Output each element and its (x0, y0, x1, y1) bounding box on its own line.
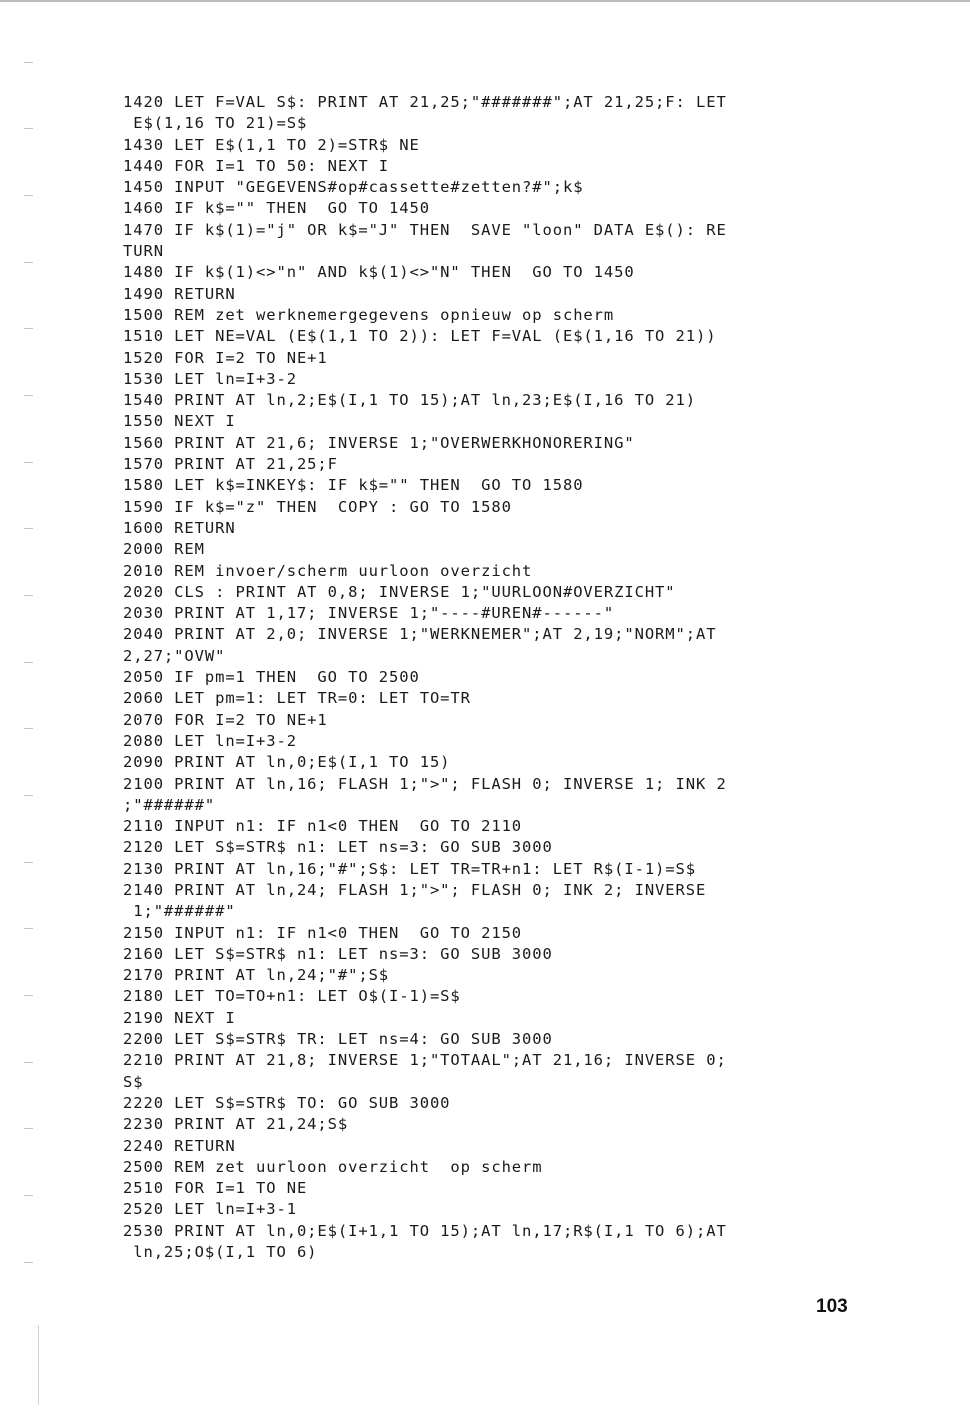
margin-tick (24, 1262, 33, 1263)
code-line: 1430 LET E$(1,1 TO 2)=STR$ NE (123, 135, 420, 154)
code-line: 1490 RETURN (123, 284, 236, 303)
margin-tick (24, 1128, 33, 1129)
code-line: 2120 LET S$=STR$ n1: LET ns=3: GO SUB 3000 (123, 838, 553, 857)
code-line: 1560 PRINT AT 21,6; INVERSE 1;"OVERWERKHONORERING" (123, 433, 635, 452)
code-line: 2010 REM invoer/scherm uurloon overzicht (123, 561, 533, 580)
code-line: 2190 NEXT I (123, 1008, 236, 1027)
code-line: 2240 RETURN (123, 1136, 236, 1155)
code-line: 2150 INPUT n1: IF n1<0 THEN GO TO 2150 (123, 923, 523, 942)
code-line: 2050 IF pm=1 THEN GO TO 2500 (123, 668, 420, 687)
margin-tick (24, 395, 33, 396)
code-line: 1540 PRINT AT ln,2;E$(I,1 TO 15);AT ln,23;E$(I,16 TO 21) (123, 391, 696, 410)
code-line: 2530 PRINT AT ln,0;E$(I+1,1 TO 15);AT ln,17;R$(I,1 TO 6);AT (123, 1221, 727, 1240)
margin-tick (24, 462, 33, 463)
code-line: 2220 LET S$=STR$ TO: GO SUB 3000 (123, 1093, 451, 1112)
code-line: 2060 LET pm=1: LET TR=0: LET TO=TR (123, 689, 471, 708)
margin-tick (24, 662, 33, 663)
page-number: 103 (816, 1296, 848, 1317)
margin-line (38, 1325, 39, 1405)
code-line: 2040 PRINT AT 2,0; INVERSE 1;"WERKNEMER";AT 2,19;"NORM";AT (123, 625, 717, 644)
code-line: 2110 INPUT n1: IF n1<0 THEN GO TO 2110 (123, 817, 523, 836)
binding-margin-ticks (24, 0, 38, 1421)
code-line: 2520 LET ln=I+3-1 (123, 1200, 297, 1219)
margin-tick (24, 62, 33, 63)
code-line: 1480 IF k$(1)<>"n" AND k$(1)<>"N" THEN GO TO 1450 (123, 263, 635, 282)
code-line: 1;"######" (123, 902, 236, 921)
code-line: 2030 PRINT AT 1,17; INVERSE 1;"----#UREN#------" (123, 604, 615, 623)
margin-tick (24, 728, 33, 729)
margin-tick (24, 528, 33, 529)
code-line: 2070 FOR I=2 TO NE+1 (123, 710, 328, 729)
code-line: ln,25;O$(I,1 TO 6) (123, 1243, 318, 1262)
margin-tick (24, 928, 33, 929)
code-line: 2500 REM zet uurloon overzicht op scherm (123, 1157, 543, 1176)
code-line: 2170 PRINT AT ln,24;"#";S$ (123, 966, 390, 985)
code-line: 1470 IF k$(1)="j" OR k$="J" THEN SAVE "loon" DATA E$(): RE (123, 220, 727, 239)
margin-tick (24, 1195, 33, 1196)
code-line: 2510 FOR I=1 TO NE (123, 1179, 308, 1198)
code-line: 1530 LET ln=I+3-2 (123, 369, 297, 388)
code-line: 2210 PRINT AT 21,8; INVERSE 1;"TOTAAL";AT 21,16; INVERSE 0; (123, 1051, 727, 1070)
top-rule (0, 0, 970, 2)
code-line: 2,27;"OVW" (123, 646, 226, 665)
code-line: 1510 LET NE=VAL (E$(1,1 TO 2)): LET F=VAL (E$(1,16 TO 21)) (123, 327, 717, 346)
code-line: 1550 NEXT I (123, 412, 236, 431)
code-line: 1520 FOR I=2 TO NE+1 (123, 348, 328, 367)
code-line: 1590 IF k$="z" THEN COPY : GO TO 1580 (123, 497, 512, 516)
margin-tick (24, 795, 33, 796)
code-line: 1450 INPUT "GEGEVENS#op#cassette#zetten?#";k$ (123, 178, 584, 197)
code-line: ;"######" (123, 795, 216, 814)
code-line: 2230 PRINT AT 21,24;S$ (123, 1115, 349, 1134)
margin-tick (24, 862, 33, 863)
margin-tick (24, 328, 33, 329)
code-line: E$(1,16 TO 21)=S$ (123, 114, 308, 133)
margin-tick (24, 195, 33, 196)
code-line: 2080 LET ln=I+3-2 (123, 731, 297, 750)
code-line: 2140 PRINT AT ln,24; FLASH 1;">"; FLASH 0; INK 2; INVERSE (123, 880, 707, 899)
code-line: 1570 PRINT AT 21,25;F (123, 455, 338, 474)
code-line: 1500 REM zet werknemergegevens opnieuw op scherm (123, 305, 615, 324)
code-line: 2100 PRINT AT ln,16; FLASH 1;">"; FLASH 0; INVERSE 1; INK 2 (123, 774, 727, 793)
basic-program-listing (123, 92, 883, 1263)
code-line: 2020 CLS : PRINT AT 0,8; INVERSE 1;"UURLOON#OVERZICHT" (123, 582, 676, 601)
code-line: 2090 PRINT AT ln,0;E$(I,1 TO 15) (123, 753, 451, 772)
code-line: 2180 LET TO=TO+n1: LET O$(I-1)=S$ (123, 987, 461, 1006)
code-line: TURN (123, 242, 164, 261)
margin-tick (24, 128, 33, 129)
code-line: 2000 REM (123, 540, 205, 559)
margin-tick (24, 262, 33, 263)
code-line: 2200 LET S$=STR$ TR: LET ns=4: GO SUB 3000 (123, 1030, 553, 1049)
code-line: 1420 LET F=VAL S$: PRINT AT 21,25;"#######";AT 21,25;F: LET (123, 93, 727, 111)
margin-tick (24, 595, 33, 596)
code-line: 1580 LET k$=INKEY$: IF k$="" THEN GO TO 1580 (123, 476, 584, 495)
code-line: S$ (123, 1072, 144, 1091)
code-line: 2130 PRINT AT ln,16;"#";S$: LET TR=TR+n1: LET R$(I-1)=S$ (123, 859, 696, 878)
code-line: 2160 LET S$=STR$ n1: LET ns=3: GO SUB 3000 (123, 944, 553, 963)
code-line: 1440 FOR I=1 TO 50: NEXT I (123, 156, 390, 175)
code-line: 1460 IF k$="" THEN GO TO 1450 (123, 199, 430, 218)
margin-tick (24, 1062, 33, 1063)
code-line: 1600 RETURN (123, 518, 236, 537)
margin-tick (24, 995, 33, 996)
